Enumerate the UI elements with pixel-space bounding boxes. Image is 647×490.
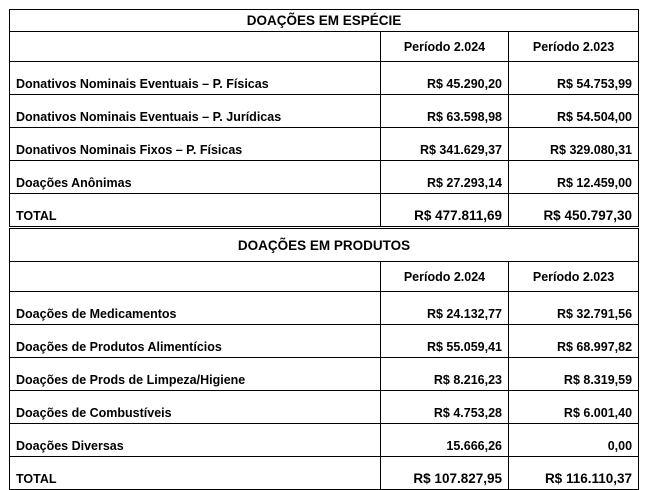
table-row bbox=[10, 424, 639, 457]
total-2024: R$ 107.827,95 bbox=[381, 457, 509, 490]
table-row bbox=[10, 128, 639, 161]
row-label: Donativos Nominais Fixos – P. Físicas bbox=[10, 128, 381, 161]
value-2023: R$ 329.080,31 bbox=[509, 128, 639, 161]
row-label: Doações de Medicamentos bbox=[10, 292, 381, 325]
table-row bbox=[10, 358, 639, 391]
value-2024: R$ 4.753,28 bbox=[381, 391, 509, 424]
total-label: TOTAL bbox=[10, 457, 381, 490]
table-row bbox=[10, 161, 639, 194]
table-title: DOAÇÕES EM ESPÉCIE bbox=[10, 10, 639, 32]
value-2023: R$ 6.001,40 bbox=[509, 391, 639, 424]
total-2023: R$ 450.797,30 bbox=[509, 194, 639, 227]
value-2024: R$ 27.293,14 bbox=[381, 161, 509, 194]
row-label: Doações Diversas bbox=[10, 424, 381, 457]
row-label: Donativos Nominais Eventuais – P. Físicas bbox=[10, 62, 381, 95]
donations-products-table bbox=[9, 228, 639, 490]
row-label: Doações Anônimas bbox=[10, 161, 381, 194]
value-2024: R$ 24.132,77 bbox=[381, 292, 509, 325]
row-label: Donativos Nominais Eventuais – P. Jurídicas bbox=[10, 95, 381, 128]
value-2024: R$ 8.216,23 bbox=[381, 358, 509, 391]
total-row bbox=[10, 194, 639, 227]
column-header-2024: Período 2.024 bbox=[381, 32, 509, 62]
value-2023: R$ 32.791,56 bbox=[509, 292, 639, 325]
value-2023: R$ 68.997,82 bbox=[509, 325, 639, 358]
column-header-2023: Período 2.023 bbox=[509, 262, 639, 292]
donations-cash-table bbox=[9, 9, 639, 227]
table-row bbox=[10, 325, 639, 358]
table-title: DOAÇÕES EM PRODUTOS bbox=[10, 229, 639, 262]
total-row bbox=[10, 457, 639, 490]
table-row bbox=[10, 95, 639, 128]
column-header-2024: Período 2.024 bbox=[381, 262, 509, 292]
value-2023: R$ 12.459,00 bbox=[509, 161, 639, 194]
table-row bbox=[10, 391, 639, 424]
value-2024: R$ 341.629,37 bbox=[381, 128, 509, 161]
header-empty-cell bbox=[10, 32, 381, 62]
row-label: Doações de Prods de Limpeza/Higiene bbox=[10, 358, 381, 391]
value-2023: 0,00 bbox=[509, 424, 639, 457]
value-2023: R$ 54.753,99 bbox=[509, 62, 639, 95]
value-2024: R$ 55.059,41 bbox=[381, 325, 509, 358]
total-label: TOTAL bbox=[10, 194, 381, 227]
value-2024: R$ 45.290,20 bbox=[381, 62, 509, 95]
row-label: Doações de Combustíveis bbox=[10, 391, 381, 424]
total-2023: R$ 116.110,37 bbox=[509, 457, 639, 490]
table-row bbox=[10, 292, 639, 325]
value-2023: R$ 8.319,59 bbox=[509, 358, 639, 391]
total-2024: R$ 477.811,69 bbox=[381, 194, 509, 227]
column-header-2023: Período 2.023 bbox=[509, 32, 639, 62]
table-row bbox=[10, 62, 639, 95]
value-2023: R$ 54.504,00 bbox=[509, 95, 639, 128]
header-empty-cell bbox=[10, 262, 381, 292]
value-2024: R$ 63.598,98 bbox=[381, 95, 509, 128]
value-2024: 15.666,26 bbox=[381, 424, 509, 457]
row-label: Doações de Produtos Alimentícios bbox=[10, 325, 381, 358]
